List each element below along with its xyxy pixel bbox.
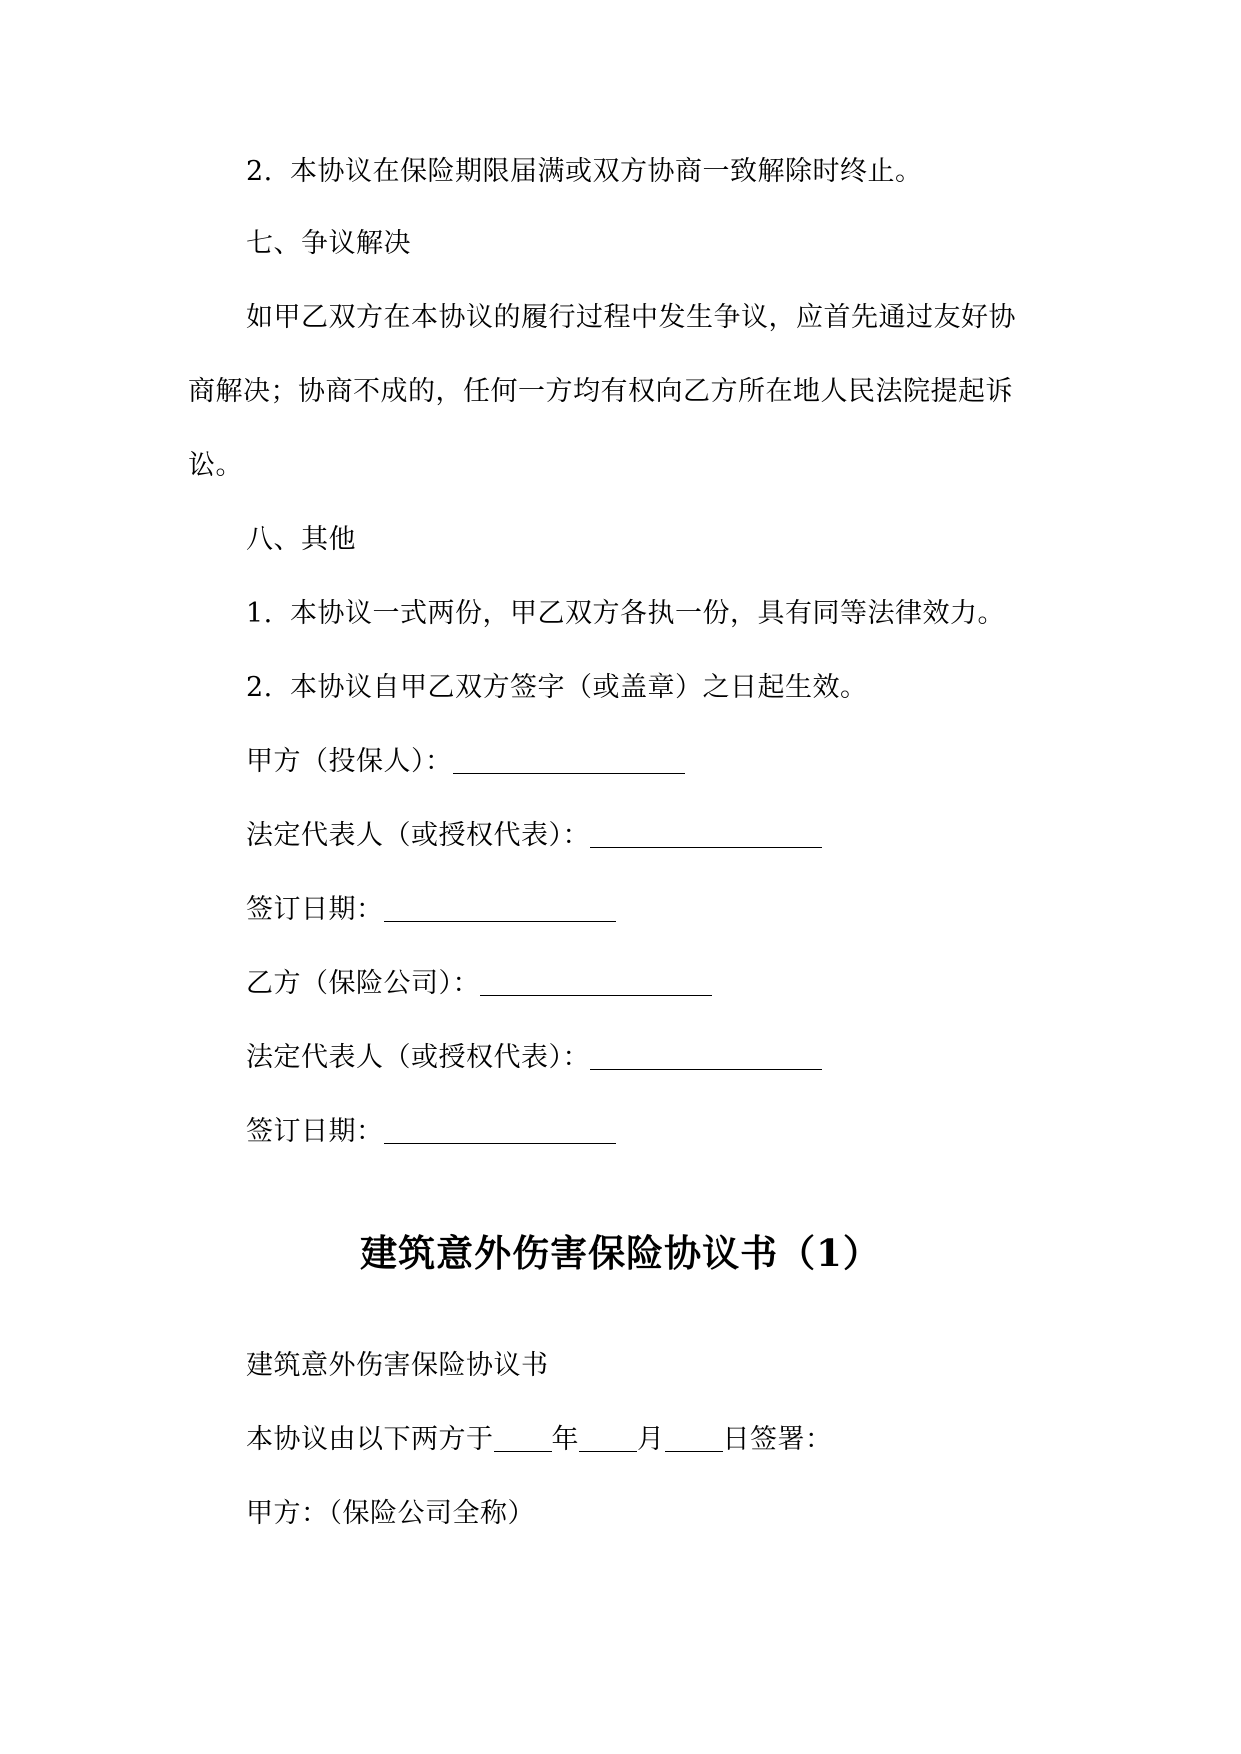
dispute-paragraph-line-1: 如甲乙双方在本协议的履行过程中发生争议，应首先通过友好协 xyxy=(246,302,1016,333)
document-subtitle: 建筑意外伤害保险协议书 xyxy=(246,1350,549,1381)
signature-rep-b xyxy=(246,1038,822,1078)
signature-blank xyxy=(590,1043,822,1070)
signature-rep-a xyxy=(246,816,822,856)
party-a-line: 甲方：（保险公司全称） xyxy=(246,1498,535,1529)
signing-prefix: 本协议由以下两方于 xyxy=(246,1424,494,1455)
clause-text: 本协议一式两份，甲乙双方各执一份，具有同等法律效力。 xyxy=(290,598,1005,629)
signature-date-b xyxy=(246,1112,616,1152)
field-label: 法定代表人（或授权代表）： xyxy=(246,1042,590,1073)
month-blank xyxy=(579,1425,637,1452)
other-item-1 xyxy=(246,594,1005,634)
dispute-paragraph-line-3: 讼。 xyxy=(188,450,243,481)
section-heading-dispute: 七、争议解决 xyxy=(246,228,411,259)
day-blank xyxy=(665,1425,723,1452)
signature-blank xyxy=(384,1117,616,1144)
field-label: 甲方（投保人）： xyxy=(246,746,453,777)
clause-text: 本协议在保险期限届满或双方协商一致解除时终止。 xyxy=(290,156,923,187)
dispute-paragraph-line-2: 商解决；协商不成的，任何一方均有权向乙方所在地人民法院提起诉 xyxy=(188,376,1013,407)
signature-blank xyxy=(480,969,712,996)
clause-number: 2. xyxy=(246,156,273,187)
signature-blank xyxy=(453,747,685,774)
signature-date-a xyxy=(246,890,616,930)
signature-party-b xyxy=(246,964,712,1004)
field-label: 签订日期： xyxy=(246,1116,384,1147)
clause-number: 2. xyxy=(246,672,273,703)
signature-party-a xyxy=(246,742,685,782)
signing-date-line xyxy=(246,1420,833,1460)
clause-text: 本协议自甲乙双方签字（或盖章）之日起生效。 xyxy=(290,672,868,703)
month-label: 月 xyxy=(637,1424,665,1455)
signature-blank xyxy=(590,821,822,848)
signature-blank xyxy=(384,895,616,922)
clause-number: 1. xyxy=(246,598,273,629)
field-label: 签订日期： xyxy=(246,894,384,925)
year-blank xyxy=(494,1425,552,1452)
field-label: 法定代表人（或授权代表）： xyxy=(246,820,590,851)
other-item-2 xyxy=(246,668,868,708)
day-label: 日签署： xyxy=(722,1424,833,1455)
section-heading-other: 八、其他 xyxy=(246,524,356,555)
document-title: 建筑意外伤害保险协议书（1） xyxy=(360,1231,881,1275)
clause-item-2 xyxy=(246,152,923,192)
year-label: 年 xyxy=(551,1424,579,1455)
field-label: 乙方（保险公司）： xyxy=(246,968,480,999)
